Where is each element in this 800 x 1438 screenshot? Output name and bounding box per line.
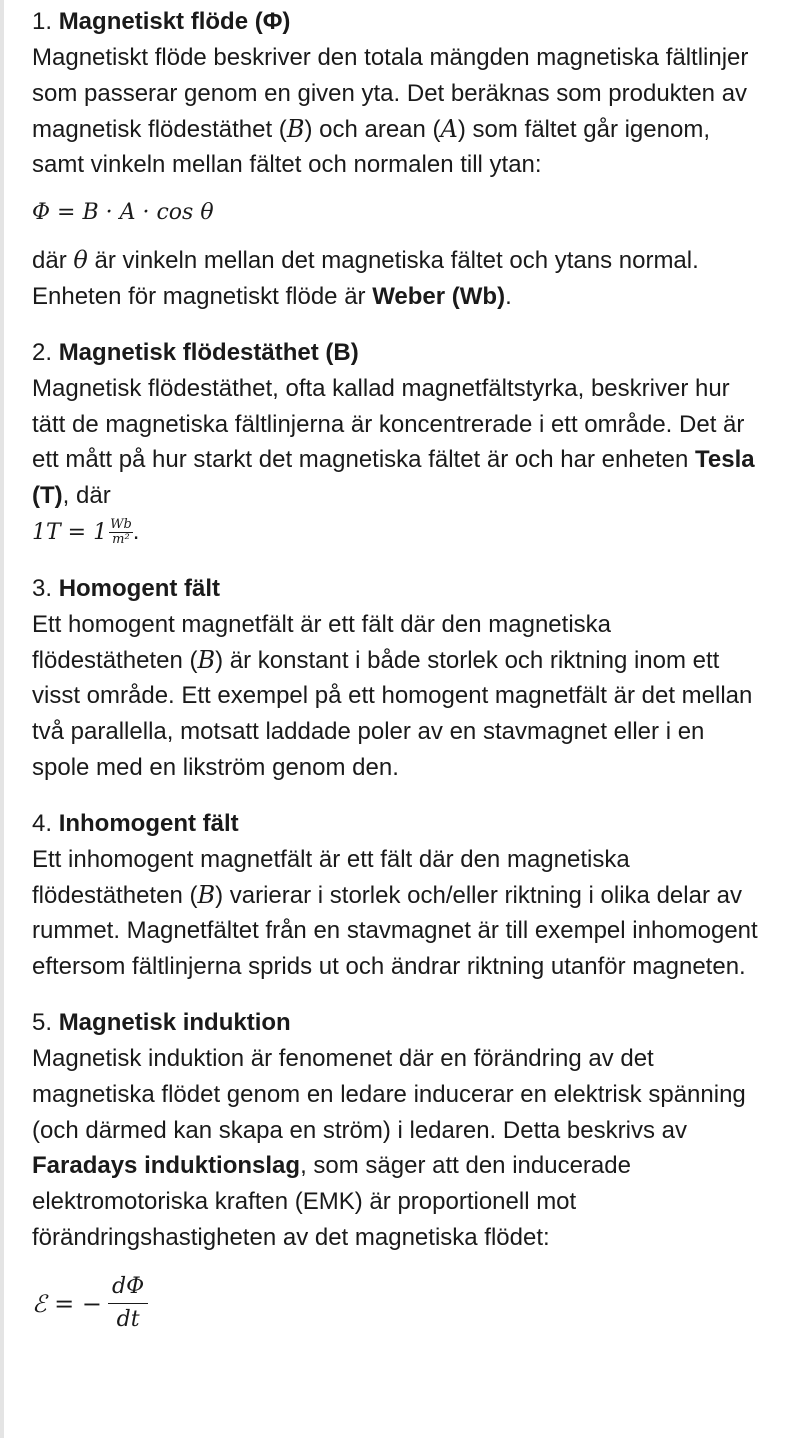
text-run: ) som fältet går igenom, samt vinkeln mellan fältet och normalen till ytan:	[32, 115, 710, 179]
formula-lhs: ℰ = −	[32, 1289, 103, 1318]
bold-term: Tesla (T)	[32, 446, 755, 510]
text-run: .	[132, 517, 140, 545]
text-run: Magnetisk induktion är fenomenet där en förändring av det magnetiska flödet genom en ledare inducerar en elektrisk spänning (och därmed kan skapa en ström) i ledaren. Detta beskrivs av	[32, 1044, 746, 1144]
section-heading	[32, 806, 762, 842]
math-variable: θ	[73, 246, 88, 275]
section-title: Magnetisk flödestäthet (B)	[58, 338, 359, 366]
section-magnetic-flux	[32, 4, 762, 315]
section-heading	[32, 335, 762, 371]
section-number: 1.	[32, 8, 53, 35]
section-number: 3.	[32, 574, 53, 602]
math-variable: B	[286, 114, 305, 143]
text-run: Ett homogent magnetfält är ett fält där den magnetiska flödestätheten (	[32, 610, 611, 674]
text-run: där	[32, 247, 74, 275]
fraction-denominator: m²	[112, 532, 130, 548]
text-run: Ett inhomogent magnetfält är ett fält där den magnetiska flödestätheten (	[32, 845, 630, 909]
bold-term: Weber (Wb)	[372, 282, 506, 310]
section-heading	[32, 571, 762, 607]
section-heading	[32, 1005, 762, 1041]
section-paragraph	[32, 371, 762, 551]
math-variable: B	[197, 880, 216, 909]
text-run: ) är konstant i både storlek och riktning inom ett visst område. Ett exempel på ett homogent magnetfält är det mellan två parallella, motsatt laddade poler av en stavmagnet eller i en spole med en likström genom den.	[32, 646, 753, 781]
fraction-numerator: Wb	[110, 517, 132, 533]
document-content	[32, 4, 762, 1352]
section-inhomogeneous-field	[32, 806, 762, 985]
section-number: 2.	[32, 338, 53, 366]
faraday-formula	[32, 1256, 762, 1352]
section-number: 4.	[32, 809, 53, 837]
section-number: 5.	[32, 1008, 53, 1036]
text-run: ) och arean (	[304, 115, 441, 143]
section-flux-density	[32, 335, 762, 551]
text-run: är vinkeln mellan det magnetiska fältet och ytans normal. Enheten för magnetiskt flöde är	[32, 247, 699, 310]
section-paragraph	[32, 842, 762, 985]
section-homogeneous-field	[32, 571, 762, 786]
section-paragraph	[32, 1041, 762, 1256]
bold-term: Faradays induktionslag	[32, 1152, 301, 1180]
section-heading	[32, 4, 762, 40]
text-run: , där	[62, 482, 111, 510]
section-title: Homogent fält	[58, 574, 221, 602]
unit-fraction	[109, 518, 133, 547]
section-magnetic-induction	[32, 1005, 762, 1352]
section-title: Magnetiskt flöde (Φ)	[58, 8, 291, 35]
left-edge-shadow	[0, 0, 4, 1438]
section-paragraph	[32, 40, 762, 183]
derivative-fraction	[108, 1271, 148, 1336]
text-run: , som säger att den inducerade elektromotoriska kraften (EMK) är proportionell mot förändringshastigheten av det magnetiska flödet:	[32, 1152, 631, 1251]
text-run: .	[505, 282, 512, 310]
text-run: ) varierar i storlek och/eller riktning i olika delar av rummet. Magnetfältet från en stavmagnet är till exempel inhomogent eftersom fältlinjerna sprids ut och ändrar riktning utanför magneten.	[32, 881, 758, 981]
fraction-numerator: dΦ	[108, 1271, 148, 1304]
math-variable: B	[197, 645, 216, 674]
text-run: Magnetiskt flöde beskriver den totala mängden magnetiska fältlinjer som passerar genom en given yta. Det beräknas som produkten av magnetisk flödestäthet (	[32, 44, 749, 143]
section-title: Inhomogent fält	[58, 809, 239, 837]
math-variable: A	[440, 114, 458, 143]
section-title: Magnetisk induktion	[58, 1008, 291, 1036]
unit-equation: 1T = 1	[32, 519, 108, 545]
text-run: Magnetisk flödestäthet, ofta kallad magnetfältstyrka, beskriver hur tätt de magnetiska fältlinjerna är koncentrerade i ett område. Det är ett mått på hur starkt det magnetiska fältet är och har enheten	[32, 374, 745, 474]
flux-formula: Φ = B · A · cos θ	[32, 200, 214, 226]
fraction-denominator: dt	[116, 1307, 140, 1333]
section-paragraph	[32, 607, 762, 786]
section-paragraph	[32, 243, 762, 315]
